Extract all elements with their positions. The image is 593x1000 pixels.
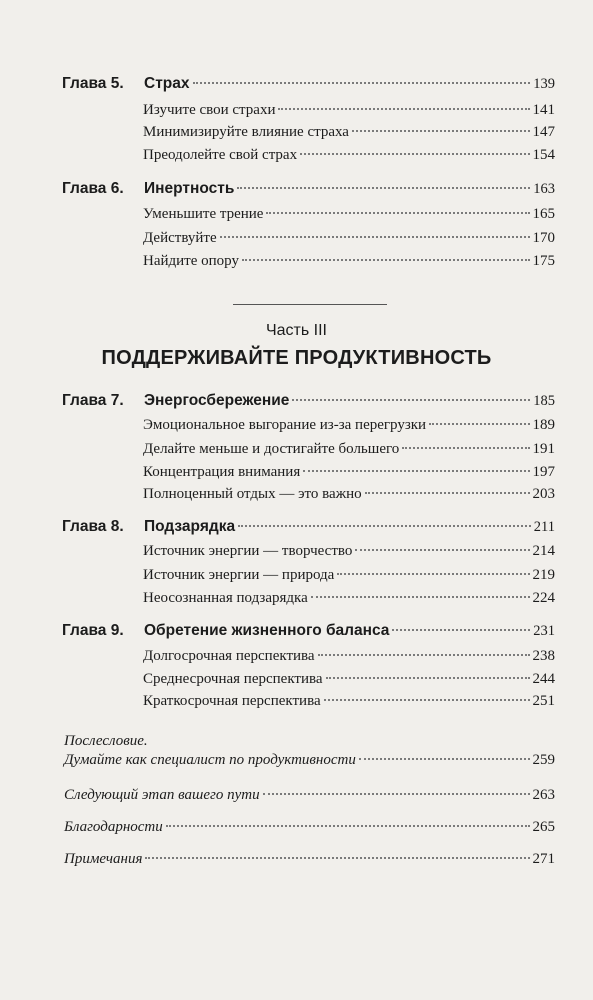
toc-section[interactable] bbox=[0, 417, 593, 439]
page-number: 165 bbox=[532, 206, 555, 222]
epilogue-heading: Послесловие. bbox=[64, 733, 148, 749]
toc-section[interactable] bbox=[0, 253, 593, 275]
toc-epilogue[interactable] bbox=[0, 752, 593, 774]
dot-leader bbox=[337, 572, 529, 575]
dot-leader bbox=[365, 491, 530, 494]
dot-leader bbox=[324, 698, 530, 701]
dot-leader bbox=[326, 676, 530, 679]
toc-chapter-5[interactable] bbox=[0, 75, 593, 97]
page-number: 238 bbox=[532, 648, 555, 664]
dot-leader bbox=[278, 107, 529, 110]
dot-leader bbox=[266, 211, 529, 214]
toc-chapter-8[interactable] bbox=[0, 518, 593, 540]
dot-leader bbox=[237, 186, 530, 189]
dot-leader bbox=[263, 792, 530, 795]
page-number: 224 bbox=[532, 590, 555, 606]
page-number: 271 bbox=[532, 851, 555, 867]
toc-section[interactable] bbox=[0, 567, 593, 589]
dot-leader bbox=[318, 653, 530, 656]
page-number: 203 bbox=[532, 486, 555, 502]
dot-leader bbox=[193, 81, 531, 84]
dot-leader bbox=[300, 152, 529, 155]
page-number: 265 bbox=[532, 819, 555, 835]
toc-acknowledgements[interactable] bbox=[0, 819, 593, 841]
section-title: Делайте меньше и достигайте большего bbox=[143, 441, 400, 457]
page-number: 244 bbox=[532, 671, 555, 687]
page-number: 170 bbox=[532, 230, 555, 246]
toc-section[interactable] bbox=[0, 206, 593, 228]
section-title: Концентрация внимания bbox=[143, 464, 301, 480]
dot-leader bbox=[392, 628, 530, 631]
section-title: Источник энергии — природа bbox=[143, 567, 335, 583]
section-title: Преодолейте свой страх bbox=[143, 147, 298, 163]
toc-section[interactable] bbox=[0, 441, 593, 463]
page-number: 139 bbox=[533, 76, 555, 92]
part-title: ПОДДЕРЖИВАЙТЕ ПРОДУКТИВНОСТЬ bbox=[101, 347, 492, 369]
dot-leader bbox=[355, 548, 529, 551]
page-number: 191 bbox=[532, 441, 555, 457]
toc-section[interactable] bbox=[0, 486, 593, 508]
toc-section[interactable] bbox=[0, 124, 593, 146]
toc-section[interactable] bbox=[0, 693, 593, 715]
page-number: 219 bbox=[532, 567, 555, 583]
toc-section[interactable] bbox=[0, 147, 593, 169]
chapter-label: Глава 9. Обретение жизненного баланса bbox=[62, 622, 390, 639]
section-title: Полноценный отдых — это важно bbox=[143, 486, 362, 502]
toc-section[interactable] bbox=[0, 102, 593, 124]
toc-chapter-7[interactable] bbox=[0, 392, 593, 414]
section-title: Следующий этап вашего пути bbox=[64, 787, 260, 803]
page-number: 214 bbox=[532, 543, 555, 559]
page-number: 197 bbox=[532, 464, 555, 480]
chapter-label: Глава 7. Энергосбережение bbox=[62, 392, 290, 409]
page-number: 259 bbox=[532, 752, 555, 768]
chapter-label: Глава 8. Подзарядка bbox=[62, 518, 236, 535]
section-title: Эмоциональное выгорание из-за перегрузки bbox=[143, 417, 427, 433]
part-divider bbox=[233, 304, 387, 305]
page-number: 263 bbox=[532, 787, 555, 803]
dot-leader bbox=[220, 235, 530, 238]
toc-chapter-9[interactable] bbox=[0, 622, 593, 644]
section-title: Найдите опору bbox=[143, 253, 239, 269]
page-number: 231 bbox=[533, 623, 555, 639]
dot-leader bbox=[303, 469, 529, 472]
section-title: Источник энергии — творчество bbox=[143, 543, 353, 559]
toc-next-step[interactable] bbox=[0, 787, 593, 809]
chapter-label: Глава 5. Страх bbox=[62, 75, 190, 92]
page-number: 154 bbox=[532, 147, 555, 163]
section-title: Действуйте bbox=[143, 230, 217, 246]
page-number: 189 bbox=[532, 417, 555, 433]
section-title: Минимизируйте влияние страха bbox=[143, 124, 349, 140]
page-number: 175 bbox=[532, 253, 555, 269]
dot-leader bbox=[311, 595, 530, 598]
toc-section[interactable] bbox=[0, 648, 593, 670]
toc-section[interactable] bbox=[0, 464, 593, 486]
section-title: Изучите свои страхи bbox=[143, 102, 276, 118]
page-number: 251 bbox=[532, 693, 555, 709]
toc-chapter-6[interactable] bbox=[0, 180, 593, 202]
toc-section[interactable] bbox=[0, 230, 593, 252]
section-title: Благодарности bbox=[64, 819, 163, 835]
dot-leader bbox=[145, 856, 529, 859]
section-title: Среднесрочная перспектива bbox=[143, 671, 323, 687]
dot-leader bbox=[292, 398, 530, 401]
section-title: Краткосрочная перспектива bbox=[143, 693, 321, 709]
dot-leader bbox=[166, 824, 530, 827]
page-number: 185 bbox=[533, 393, 555, 409]
section-title: Думайте как специалист по продуктивности bbox=[64, 752, 356, 768]
chapter-label: Глава 6. Инертность bbox=[62, 180, 235, 197]
page-number: 163 bbox=[533, 181, 555, 197]
toc-section[interactable] bbox=[0, 671, 593, 693]
toc-section[interactable] bbox=[0, 543, 593, 565]
section-title: Долгосрочная перспектива bbox=[143, 648, 315, 664]
toc-notes[interactable] bbox=[0, 851, 593, 873]
section-title: Примечания bbox=[64, 851, 143, 867]
page-number: 211 bbox=[533, 519, 555, 535]
dot-leader bbox=[242, 258, 530, 261]
dot-leader bbox=[238, 524, 531, 527]
dot-leader bbox=[352, 129, 530, 132]
dot-leader bbox=[359, 757, 530, 760]
dot-leader bbox=[402, 446, 529, 449]
page-number: 147 bbox=[532, 124, 555, 140]
section-title: Уменьшите трение bbox=[143, 206, 264, 222]
part-label: Часть III bbox=[265, 322, 327, 339]
toc-section[interactable] bbox=[0, 590, 593, 612]
page-number: 141 bbox=[532, 102, 555, 118]
dot-leader bbox=[429, 422, 529, 425]
section-title: Неосознанная подзарядка bbox=[143, 590, 308, 606]
